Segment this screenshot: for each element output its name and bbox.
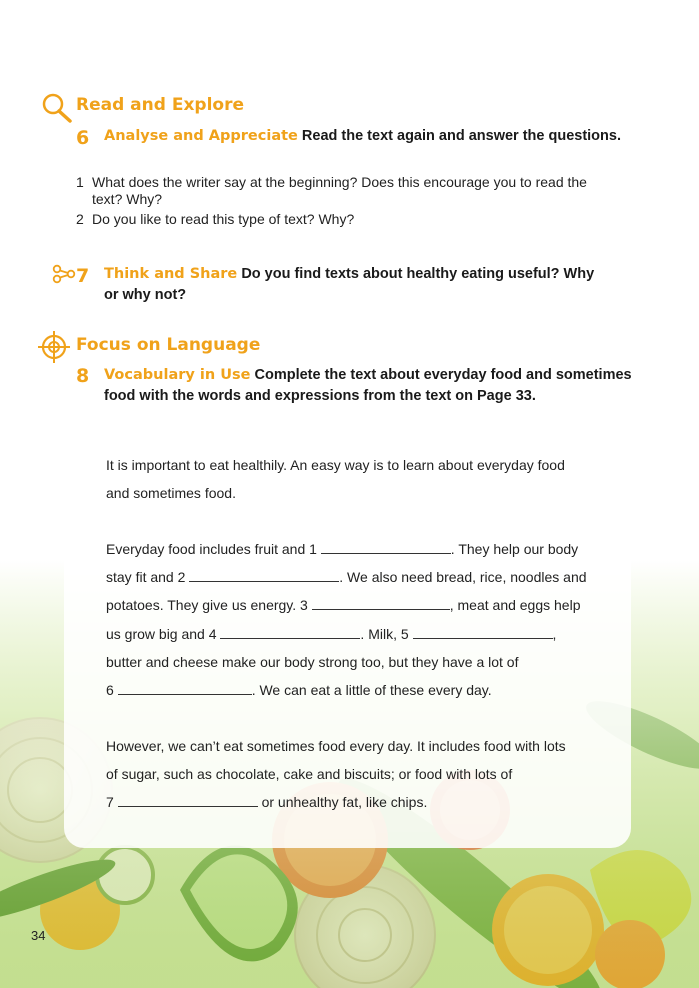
page-number: 34 [31,928,46,943]
share-icon [52,264,76,284]
task-6-text: Read the text again and answer the questions. [301,128,621,144]
passage-paragraph-2: Everyday food includes fruit and 1 . They help our body stay fit and 2 . We also need bread, rice, noodles and potatoes. They give us energy. 3 , meat and eggs help us grow big and 4 . Milk, 5 , butter and cheese make our body strong too, but they have a lot of 6 . We can eat a little of these every day. [106,541,587,699]
passage-paragraph-1: It is important to eat healthily. An easy way is to learn about everyday food and sometimes food. [106,457,565,502]
blank-5[interactable] [413,624,553,639]
question-1: 1 What does the writer say at the beginning? Does this encourage you to read the text? Why? [76,174,587,207]
passage-paragraph-3: However, we can’t eat sometimes food every day. It includes food with lots of sugar, such as chocolate, cake and biscuits; or food with lots of 7 or unhealthy fat, like chips. [106,738,566,811]
task-number-6: 6 [76,127,90,149]
task-7-instruction: Think and Share Do you find texts about healthy eating useful? Why or why not? [104,266,595,303]
blank-1[interactable] [321,539,451,554]
blank-3[interactable] [312,595,450,610]
task-6-instruction [104,126,664,147]
magnifier-icon [40,92,74,124]
task-7-label: Think and Share [104,266,238,282]
blank-6[interactable] [118,680,252,695]
target-icon [36,330,72,364]
blank-2[interactable] [189,567,339,582]
task-8-label: Vocabulary in Use [104,367,251,383]
blank-7[interactable] [118,792,258,807]
section-title-focus-on-language: Focus on Language [76,335,261,355]
task-8-instruction: Vocabulary in Use Complete the text about everyday food and sometimes food with the words and expressions from the text on Page 33. [104,367,632,404]
task-number-7: 7 [76,265,90,287]
blank-4[interactable] [220,624,360,639]
task-6-label: Analyse and Appreciate [104,128,298,144]
section-title-read-and-explore: Read and Explore [76,95,245,115]
task-number-8: 8 [76,365,90,387]
question-2: 2 Do you like to read this type of text? Why? [76,211,355,227]
